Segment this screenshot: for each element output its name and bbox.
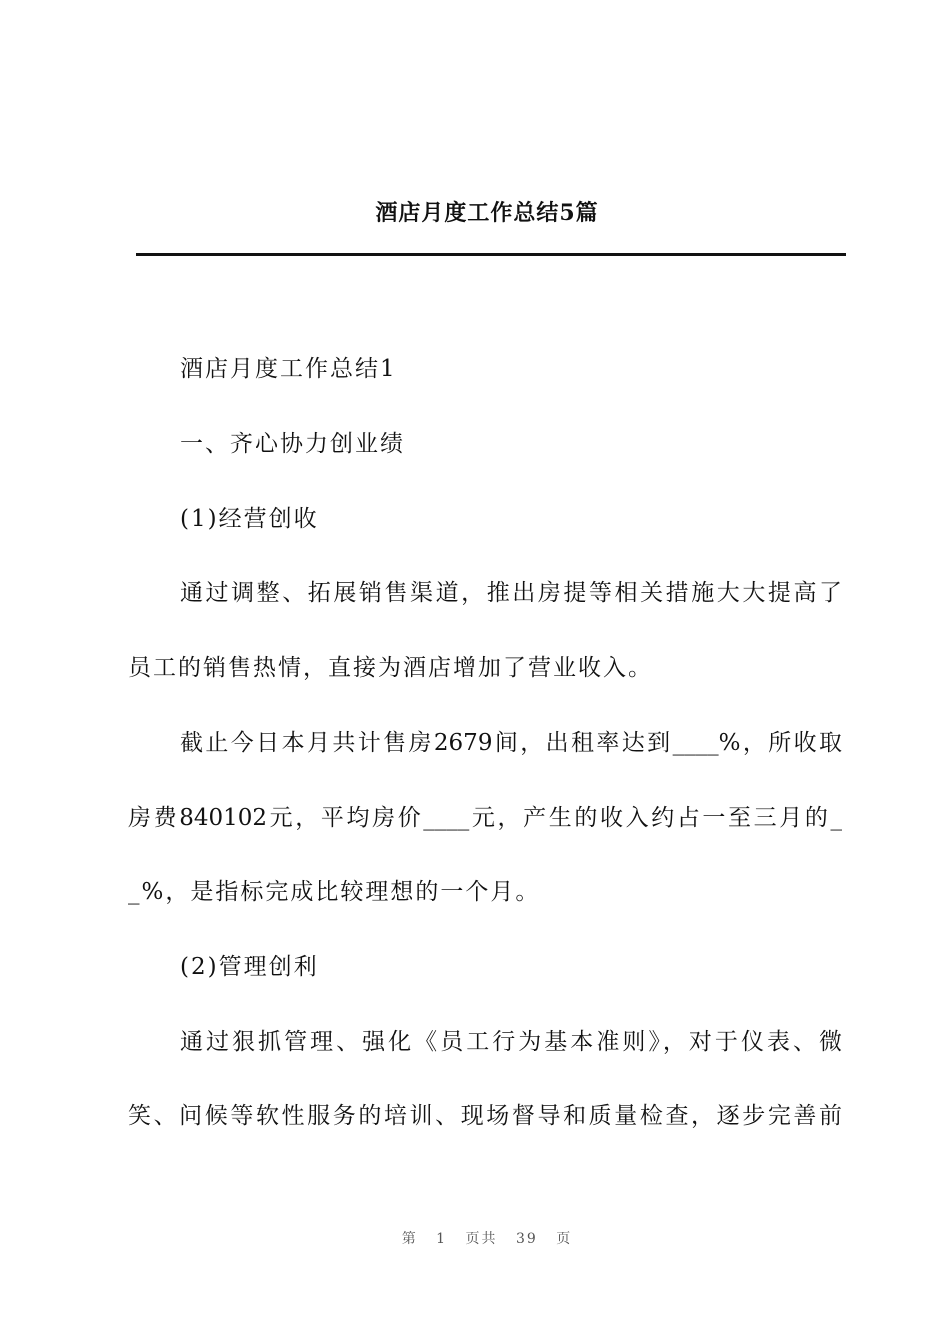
paragraph-line: 员工的销售热情，直接为酒店增加了营业收入。 (128, 655, 653, 681)
paragraph-line: 房费840102元，平均房价____元，产生的收入约占一至三月的_ (128, 805, 842, 831)
footer-page-number: 1 (436, 1231, 448, 1247)
section-heading: 酒店月度工作总结1 (180, 356, 397, 382)
footer-suffix: 页 (556, 1231, 573, 1247)
paragraph-line: 截止今日本月共计售房2679间，出租率达到____%，所收取 (180, 730, 842, 756)
footer-middle: 页共 (465, 1231, 498, 1247)
paragraph-line: _%，是指标完成比较理想的一个月。 (128, 879, 541, 905)
footer-prefix: 第 (401, 1231, 418, 1247)
document-title: 酒店月度工作总结5篇 (375, 200, 599, 226)
subsection-heading: 一、齐心协力创业绩 (180, 431, 405, 457)
item-heading: (1)经营创收 (180, 506, 319, 532)
footer-total-pages: 39 (516, 1231, 538, 1247)
paragraph-line: 通过调整、拓展销售渠道，推出房提等相关措施大大提高了 (180, 580, 842, 606)
paragraph-line: 通过狠抓管理、强化《员工行为基本准则》，对于仪表、微 (180, 1029, 842, 1055)
paragraph-line: 笑、问候等软性服务的培训、现场督导和质量检查，逐步完善前 (128, 1103, 842, 1129)
item-heading: (2)管理创利 (180, 954, 319, 980)
page-footer (0, 1228, 950, 1248)
title-underline (136, 253, 846, 256)
